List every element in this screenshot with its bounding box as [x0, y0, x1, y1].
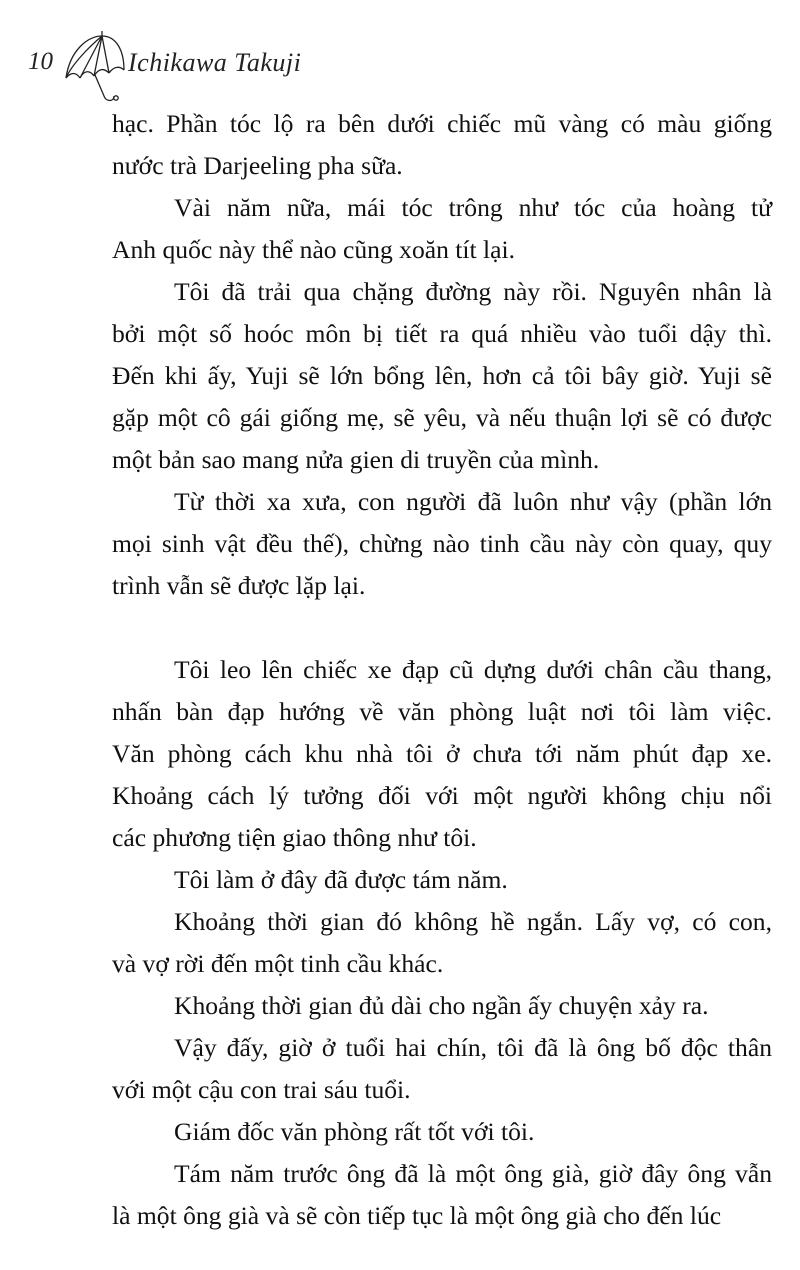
text-line: trình vẫn sẽ được lặp lại. — [112, 571, 366, 600]
text-line: Khoảng thời gian đủ dài cho ngần ấy chuyện xảy ra. — [174, 991, 709, 1020]
text-line: với một cậu con trai sáu tuổi. — [112, 1075, 411, 1104]
scene-break — [112, 607, 772, 649]
paragraph-p11 — [112, 1153, 772, 1237]
text-line: các phương tiện giao thông như tôi. — [112, 823, 477, 852]
running-header — [28, 28, 428, 98]
paragraph-p8 — [112, 985, 772, 1027]
paragraph-p4 — [112, 481, 772, 607]
text-line: Tôi đã trải qua chặng đường này rồi. Nguyên nhân là — [174, 277, 772, 306]
text-line: gặp một cô gái giống mẹ, sẽ yêu, và nếu thuận lợi sẽ có được — [112, 403, 772, 432]
text-line: Tám năm trước ông đã là một ông già, giờ đây ông vẫn — [174, 1159, 772, 1188]
running-head-author: Ichikawa Takuji — [128, 48, 302, 77]
paragraph-p7 — [112, 901, 772, 985]
text-line: bởi một số hoóc môn bị tiết ra quá nhiều vào tuổi dậy thì. — [112, 319, 772, 348]
paragraph-p9 — [112, 1027, 772, 1111]
paragraph-p2 — [112, 187, 772, 271]
paragraph-p3 — [112, 271, 772, 481]
text-line: Tôi leo lên chiếc xe đạp cũ dựng dưới chân cầu thang, — [174, 655, 772, 684]
text-line: Giám đốc văn phòng rất tốt với tôi. — [174, 1117, 535, 1146]
text-line: Từ thời xa xưa, con người đã luôn như vậy (phần lớn — [174, 487, 772, 516]
text-line: một bản sao mang nửa gien di truyền của mình. — [112, 445, 600, 474]
text-line: nước trà Darjeeling pha sữa. — [112, 151, 403, 180]
text-line: Vậy đấy, giờ ở tuổi hai chín, tôi đã là ông bố độc thân — [174, 1033, 772, 1062]
text-line: là một ông già và sẽ còn tiếp tục là một ông già cho đến lúc — [112, 1201, 722, 1230]
text-line: Đến khi ấy, Yuji sẽ lớn bổng lên, hơn cả tôi bây giờ. Yuji sẽ — [112, 361, 772, 390]
text-line: Văn phòng cách khu nhà tôi ở chưa tới năm phút đạp xe. — [112, 739, 772, 768]
text-line: hạc. Phần tóc lộ ra bên dưới chiếc mũ vàng có màu giống — [112, 109, 772, 138]
text-line: Vài năm nữa, mái tóc trông như tóc của hoàng tử — [174, 193, 772, 222]
book-page-body — [112, 103, 772, 1237]
umbrella-icon — [62, 28, 126, 108]
paragraph-p10 — [112, 1111, 772, 1153]
text-line: Tôi làm ở đây đã được tám năm. — [174, 865, 508, 894]
text-line: Khoảng thời gian đó không hề ngắn. Lấy vợ, có con, — [174, 907, 772, 936]
text-line: nhấn bàn đạp hướng về văn phòng luật nơi tôi làm việc. — [112, 697, 772, 726]
paragraph-p5 — [112, 649, 772, 859]
text-line: Khoảng cách lý tưởng đối với một người không chịu nổi — [112, 781, 772, 810]
text-line: Anh quốc này thể nào cũng xoăn tít lại. — [112, 235, 516, 264]
paragraph-p1 — [112, 103, 772, 187]
page-number: 10 — [28, 48, 53, 75]
text-line: mọi sinh vật đều thế), chừng nào tinh cầu này còn quay, quy — [112, 529, 772, 558]
paragraph-p6 — [112, 859, 772, 901]
text-line: và vợ rời đến một tinh cầu khác. — [112, 949, 444, 978]
